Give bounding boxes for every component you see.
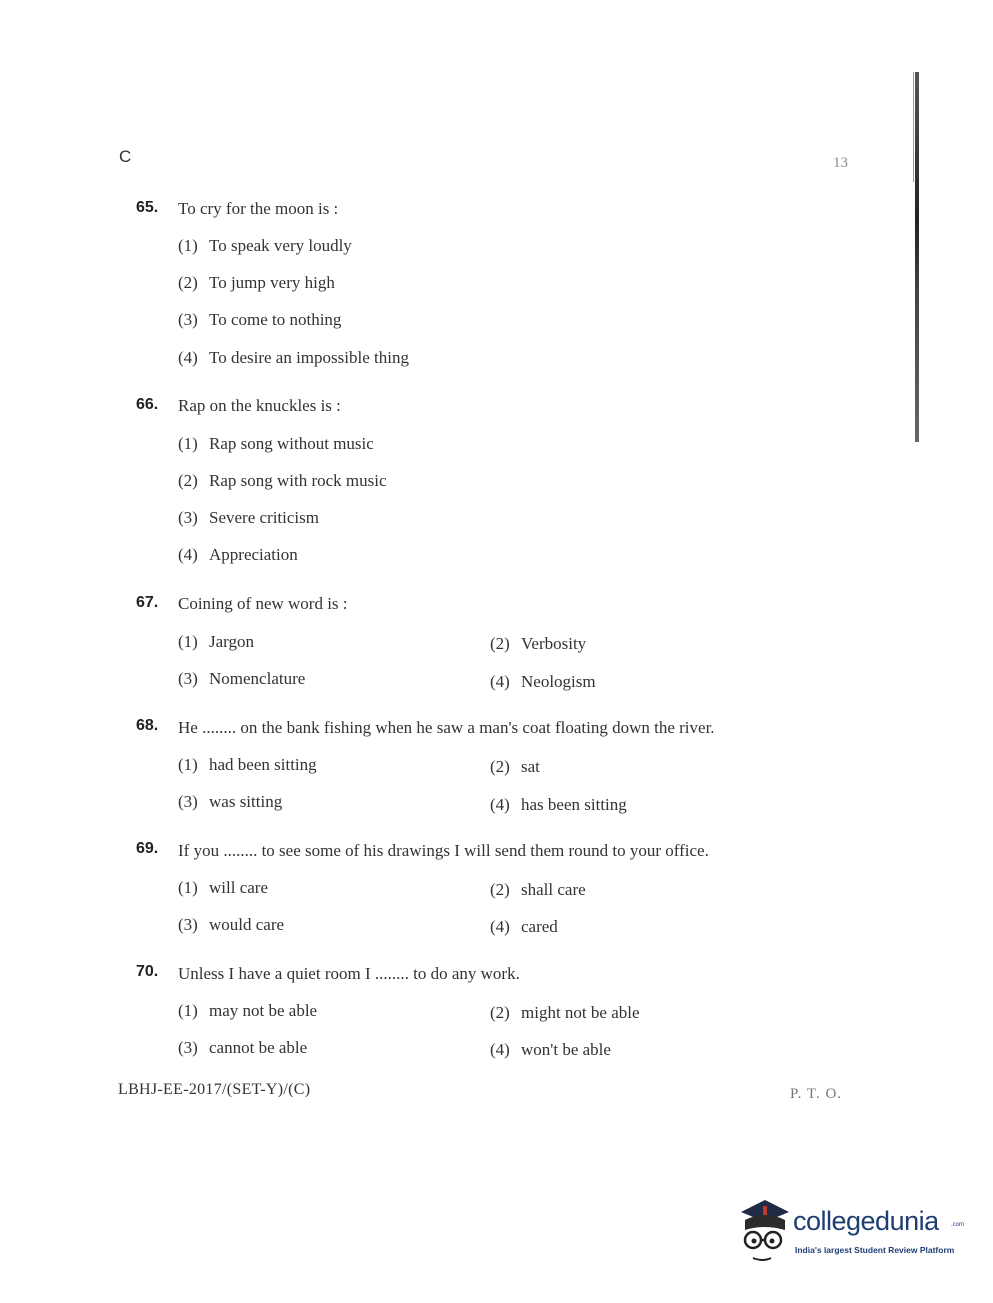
option: (4) cared [490, 917, 558, 936]
pto-label: P. T. O. [790, 1086, 843, 1102]
mascot-graduation-cap-icon [735, 1196, 795, 1266]
option: (2) might not be able [490, 1003, 640, 1022]
option: (1) To speak very loudly [178, 236, 352, 255]
question-text: He ........ on the bank fishing when he saw a man's coat floating down the river. [178, 718, 715, 737]
option: (2) sat [490, 757, 540, 776]
option: (3) would care [178, 915, 285, 934]
option: (2) To jump very high [178, 273, 335, 292]
question-number: 66. [136, 396, 159, 413]
option: (4) To desire an impossible thing [178, 348, 409, 367]
option: (4) has been sitting [490, 795, 627, 814]
option: (4) Neologism [490, 672, 596, 691]
page-number: 13 [833, 155, 848, 171]
question-number: 69. [136, 840, 159, 857]
option: (4) Appreciation [178, 545, 298, 564]
question-number: 70. [136, 963, 159, 980]
option: (2) shall care [490, 880, 586, 899]
option: (1) will care [178, 878, 268, 897]
question-number: 67. [136, 594, 159, 611]
option: (2) Rap song with rock music [178, 471, 387, 490]
scan-edge-bar [915, 72, 919, 442]
option: (1) had been sitting [178, 755, 317, 774]
question-text: Coining of new word is : [178, 594, 348, 613]
option: (3) Nomenclature [178, 669, 306, 688]
option: (3) was sitting [178, 792, 283, 811]
option: (1) may not be able [178, 1001, 318, 1020]
scan-edge-line [913, 72, 914, 182]
set-letter: C [119, 147, 132, 166]
logo-suffix: .com [951, 1222, 965, 1228]
question-number: 65. [136, 199, 159, 216]
paper-code: LBHJ-EE-2017/(SET-Y)/(C) [118, 1081, 311, 1098]
option: (4) won't be able [490, 1040, 611, 1059]
option: (3) Severe criticism [178, 508, 319, 527]
logo-tagline: India's largest Student Review Platform [795, 1245, 955, 1255]
question-number: 68. [136, 717, 159, 734]
option: (3) To come to nothing [178, 310, 342, 329]
question-text: Unless I have a quiet room I ........ to do any work. [178, 964, 520, 983]
question-text: To cry for the moon is : [178, 199, 339, 218]
option: (2) Verbosity [490, 634, 587, 653]
question-text: If you ........ to see some of his drawings I will send them round to your office. [178, 841, 709, 860]
option: (1) Jargon [178, 632, 255, 651]
option: (1) Rap song without music [178, 434, 374, 453]
question-text: Rap on the knuckles is : [178, 396, 341, 415]
option: (3) cannot be able [178, 1038, 308, 1057]
logo-brand: collegedunia [793, 1206, 939, 1236]
